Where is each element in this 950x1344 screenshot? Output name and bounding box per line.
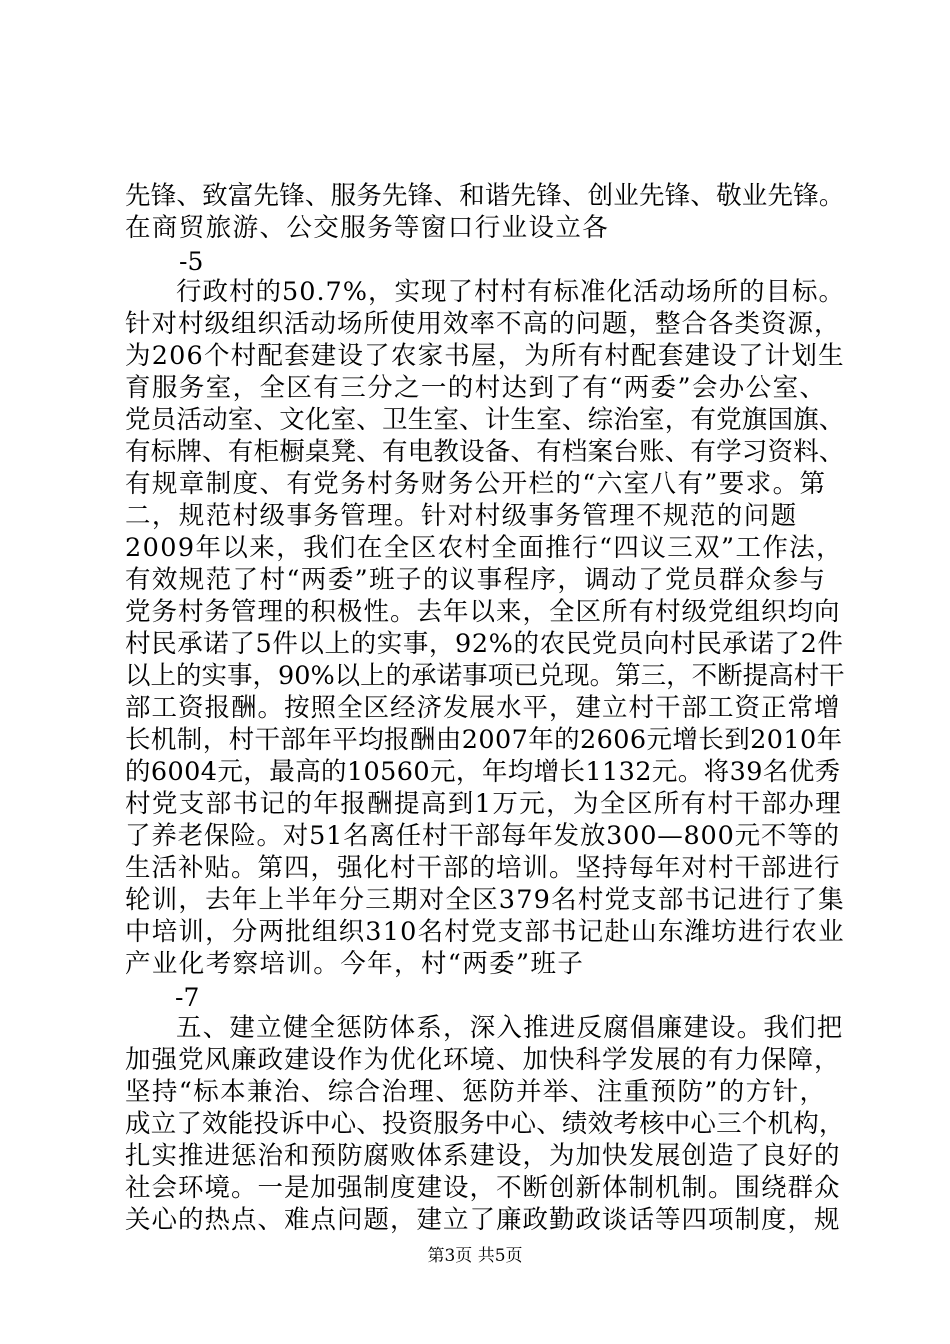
paragraph-line: 为206个村配套建设了农家书屋，为所有村配套建设了计划生 (125, 341, 845, 371)
paragraph-line: 以上的实事，90%以上的承诺事项已兑现。第三，不断提高村干 (125, 661, 845, 691)
paragraph-line: 村民承诺了5件以上的实事，92%的农民党员向村民承诺了2件 (125, 629, 844, 659)
paragraph-line: 关心的热点、难点问题，建立了廉政勤政谈话等四项制度，规 (125, 1205, 841, 1235)
paragraph-line: 针对村级组织活动场所使用效率不高的问题，整合各类资源， (125, 309, 841, 339)
paragraph-line: 中培训，分两批组织310名村党支部书记赴山东潍坊进行农业 (125, 917, 845, 947)
paragraph-line: 党员活动室、文化室、卫生室、计生室、综治室，有党旗国旗、 (125, 405, 845, 435)
page-marker: -5 (179, 247, 204, 276)
paragraph-line: 生活补贴。第四，强化村干部的培训。坚持每年对村干部进行 (125, 853, 841, 883)
paragraph-line: 轮训，去年上半年分三期对全区379名村党支部书记进行了集 (125, 885, 845, 915)
paragraph-line: 五、建立健全惩防体系，深入推进反腐倡廉建设。我们把 (176, 1013, 844, 1043)
paragraph-line: 村党支部书记的年报酬提高到1万元，为全区所有村干部办理 (125, 789, 843, 819)
paragraph-line: 成立了效能投诉中心、投资服务中心、绩效考核中心三个机构， (125, 1109, 845, 1139)
paragraph-line: 社会环境。一是加强制度建设，不断创新体制机制。围绕群众 (125, 1173, 841, 1203)
paragraph-line: 先锋、致富先锋、服务先锋、和谐先锋、创业先锋、敬业先锋。 (125, 181, 845, 211)
paragraph-line: 的6004元，最高的10560元，年均增长1132元。将39名优秀 (125, 757, 841, 787)
paragraph-line: 长机制，村干部年平均报酬由2007年的2606元增长到2010年 (125, 725, 843, 755)
paragraph-line: 有效规范了村“两委”班子的议事程序，调动了党员群众参与 (125, 565, 827, 595)
paragraph-line: 二，规范村级事务管理。针对村级事务管理不规范的问题 (125, 501, 798, 531)
page-footer: 第3页 共5页 (427, 1246, 523, 1266)
paragraph-line: 部工资报酬。按照全区经济发展水平，建立村干部工资正常增 (125, 693, 841, 723)
page-marker: -7 (175, 983, 200, 1012)
paragraph-line: 了养老保险。对51名离任村干部每年发放300—800元不等的 (125, 821, 840, 851)
paragraph-line: 加强党风廉政建设作为优化环境、加快科学发展的有力保障， (125, 1045, 841, 1075)
paragraph-line: 产业化考察培训。今年，村“两委”班子 (125, 949, 585, 979)
paragraph-line: 育服务室，全区有三分之一的村达到了有“两委”会办公室、 (125, 373, 827, 403)
paragraph-line: 坚持“标本兼治、综合治理、惩防并举、注重预防”的方针， (125, 1077, 827, 1107)
paragraph-line: 2009年以来，我们在全区农村全面推行“四议三双”工作法， (125, 533, 844, 563)
paragraph-line: 扎实推进惩治和预防腐败体系建设，为加快发展创造了良好的 (125, 1141, 841, 1171)
paragraph-line: 在商贸旅游、公交服务等窗口行业设立各 (125, 213, 610, 243)
paragraph-line: 行政村的50.7%，实现了村村有标准化活动场所的目标。 (176, 277, 846, 307)
paragraph-line: 有标牌、有柜橱桌凳、有电教设备、有档案台账、有学习资料、 (125, 437, 845, 467)
paragraph-line: 党务村务管理的积极性。去年以来，全区所有村级党组织均向 (125, 597, 841, 627)
paragraph-line: 有规章制度、有党务村务财务公开栏的“六室八有”要求。第 (125, 469, 827, 499)
